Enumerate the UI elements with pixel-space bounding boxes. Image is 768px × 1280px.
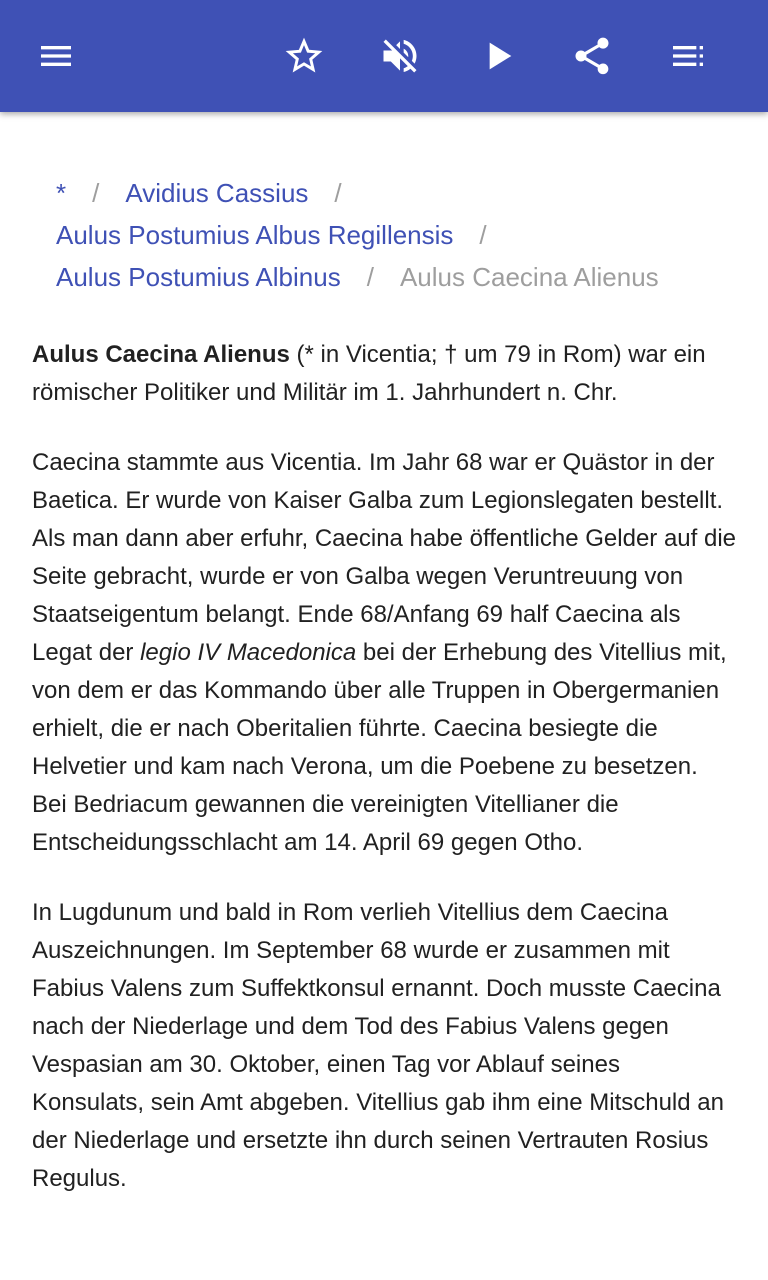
intro-text: (* in Vicentia; † um 79 in Rom) war ein römischer Politiker und Militär im 1. Jahrhundert n. Chr. [32,341,706,406]
article-paragraph-2 [32,444,738,862]
bookmark-button[interactable] [272,24,336,88]
paragraph-text: Caecina stammte aus Vicentia. Im Jahr 68 war er Quästor in der Baetica. Er wurde von Kaiser Galba zum Legionslegaten bestellt. Als man dann aber erfuhr, Caecina habe öffentliche Gelder auf die Seite gebracht, wurde er von Galba wegen Veruntreuung von Staatseigentum belangt. Ende 68/Anfang 69 half Caecina als Legat der [32,449,737,666]
menu-button[interactable] [24,24,88,88]
article-subject: Aulus Caecina Alienus [32,341,290,368]
breadcrumb-link-avidius-cassius[interactable]: Avidius Cassius [125,178,309,208]
share-icon [570,34,614,78]
paragraph-italic-text: legio IV Macedonica [140,639,357,666]
list-icon [668,36,708,76]
article-paragraph-3: In Lugdunum und bald in Rom verlieh Vitellius dem Caecina Auszeichnungen. Im September 68 wurde er zusammen mit Fabius Valens zum Suffektkonsul ernannt. Doch musste Caecina nach der Niederlage und dem Tod des Fabius Valens gegen Vespasian am 30. Oktober, einen Tag vor Ablauf seines Konsulats, sein Amt abgeben. Vitellius gab ihm eine Mitschuld an der Niederlage und ersetzte ihn durch seinen Vertrauten Rosius Regulus. [32,899,724,1192]
breadcrumb-separator: / [366,262,374,292]
mute-button[interactable] [368,24,432,88]
article-paragraph-intro [32,336,738,412]
article-content [32,172,738,1198]
paragraph-text: bei der Erhebung des Vitellius mit, von dem er das Kommando über alle Truppen in Obergermanien erhielt, die er nach Oberitalien führte. Caecina besiegte die Helvetier und kam nach Verona, um die Poebene zu besetzen. Bei Bedriacum gewannen die vereinigten Vitellianer die Entscheidungsschlacht am 14. April 69 gegen Otho. [32,639,727,856]
play-button[interactable] [466,24,530,88]
volume-off-icon [378,34,422,78]
breadcrumb-link-root[interactable]: * [56,178,67,208]
breadcrumb-link-aulus-postumius-albinus[interactable]: Aulus Postumius Albinus [56,262,341,292]
breadcrumb-link-aulus-postumius-albus-regillensis[interactable]: Aulus Postumius Albus Regillensis [56,220,454,250]
hamburger-menu-icon [36,36,76,76]
breadcrumb-separator: / [334,178,342,208]
breadcrumb [32,172,738,298]
play-icon [478,36,518,76]
share-button[interactable] [560,24,624,88]
breadcrumb-separator: / [92,178,100,208]
table-of-contents-button[interactable] [656,24,720,88]
breadcrumb-separator: / [479,220,487,250]
breadcrumb-current: Aulus Caecina Alienus [399,262,659,292]
star-outline-icon [282,34,326,78]
app-toolbar [0,0,768,112]
